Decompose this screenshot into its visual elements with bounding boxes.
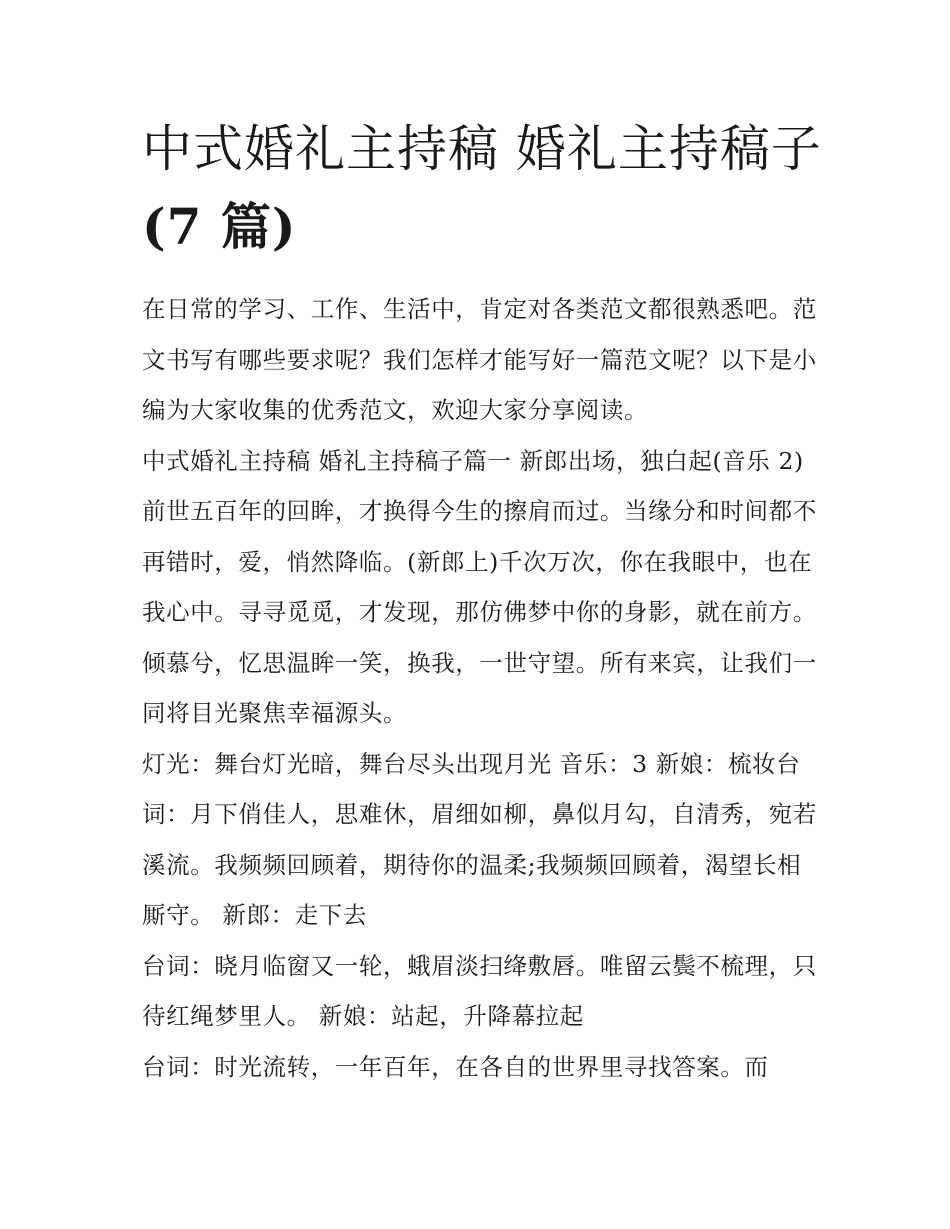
document-body [142, 284, 822, 1092]
paragraph-dialogue-time: 台词：时光流转，一年百年，在各自的世界里寻找答案。而 [142, 1052, 769, 1081]
paragraph-dialogue-moon: 台词：晓月临窗又一轮，蛾眉淡扫绛敷唇。唯留云鬓不梳理，只待红绳梦里人。 新娘：站起，升降幕拉起 [142, 951, 817, 1030]
paragraph-groom-entrance: 中式婚礼主持稿 婚礼主持稿子篇一 新郎出场，独白起(音乐 2)前世五百年的回眸，才换得今生的擦肩而过。当缘分和时间都不再错时，爱，悄然降临。(新郎上)千次万次，你在我眼中，也在我心中。寻寻觅觅，才发现，那仿佛梦中你的身影，就在前方。倾慕兮，忆思温眸一笑，换我，一世守望。所有来宾，让我们一同将目光聚焦幸福源头。 [142, 446, 817, 727]
document-title [142, 114, 822, 262]
intro-paragraph: 在日常的学习、工作、生活中，肯定对各类范文都很熟悉吧。范文书写有哪些要求呢？我们怎样才能写好一篇范文呢？以下是小编为大家收集的优秀范文，欢迎大家分享阅读。 [142, 295, 817, 424]
title-line-1: 中式婚礼主持稿 婚礼主持稿子 [142, 120, 822, 178]
document-content [142, 114, 822, 1092]
paragraph-lighting-bride: 灯光：舞台灯光暗，舞台尽头出现月光 音乐：3 新娘：梳妆台词：月下俏佳人，思难休，眉细如柳，鼻似月勾，自清秀，宛若溪流。我频频回顾着，期待你的温柔;我频频回顾着，渴望长相厮守。 新郎：走下去 [142, 749, 817, 929]
title-line-2: (7 篇) [142, 197, 297, 256]
